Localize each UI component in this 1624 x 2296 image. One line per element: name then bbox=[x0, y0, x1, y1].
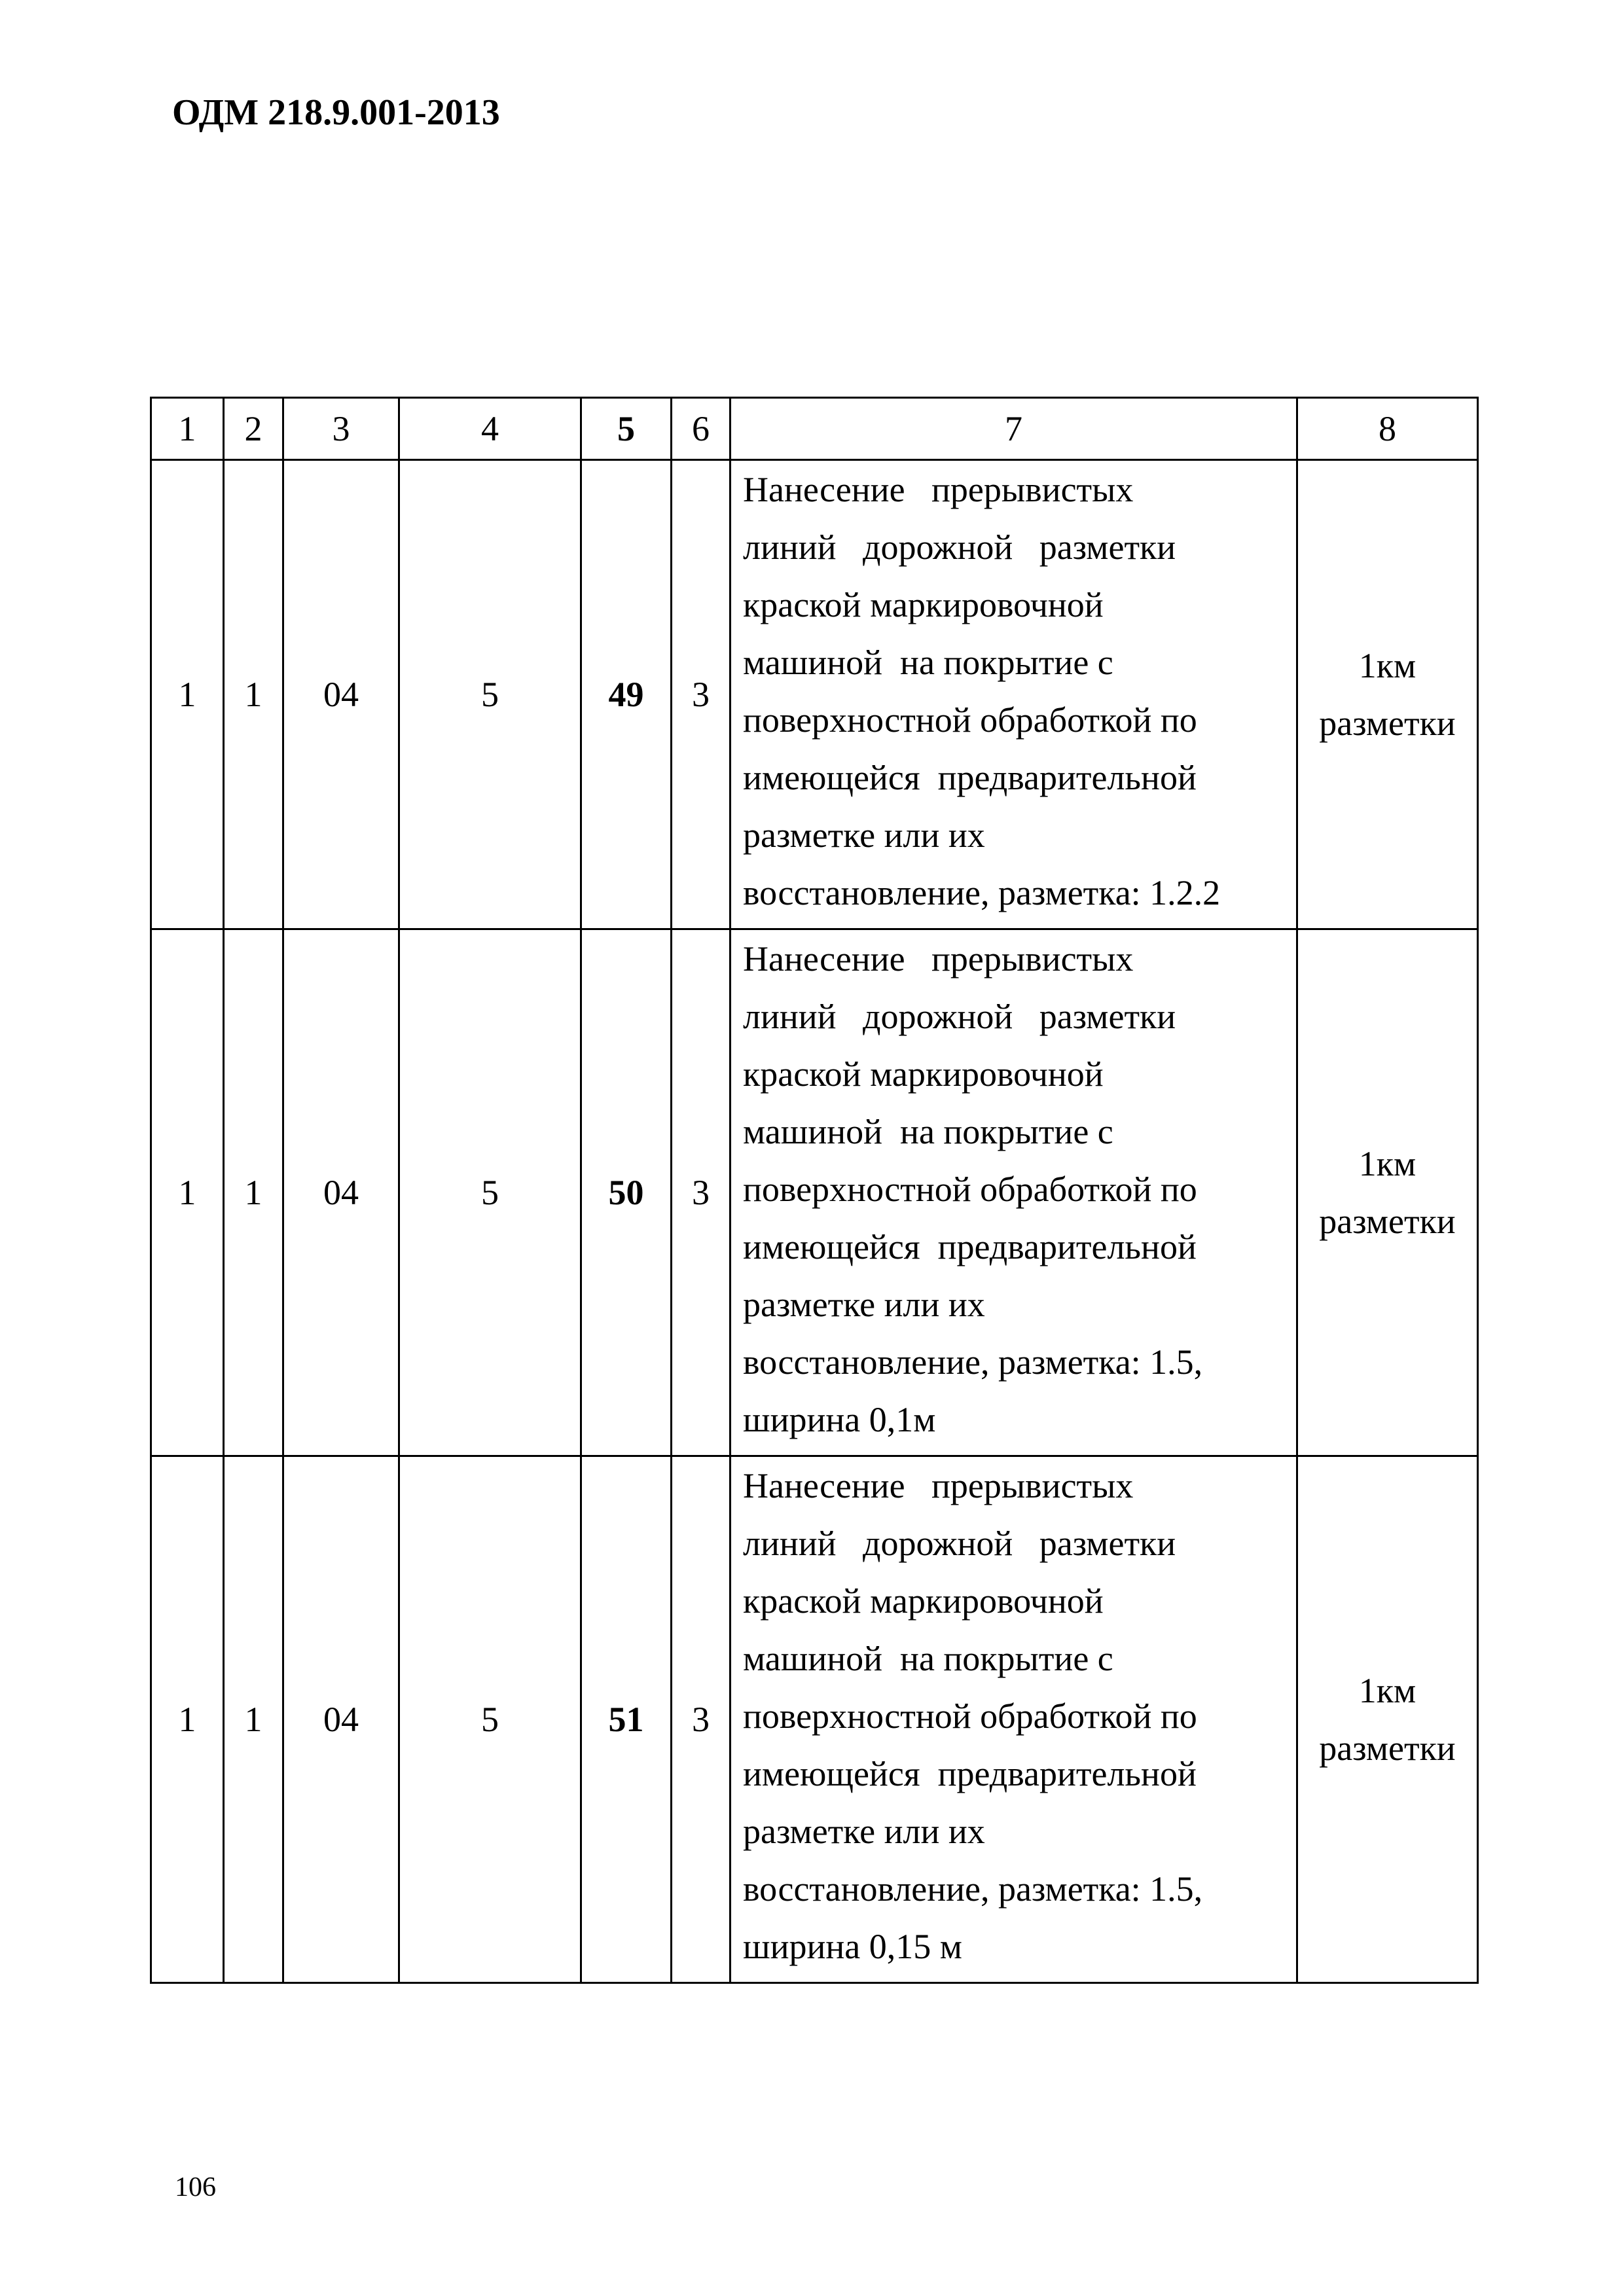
page-number: 106 bbox=[175, 2172, 216, 2202]
cell-c3: 04 bbox=[283, 460, 399, 929]
cell-c6: 3 bbox=[672, 1456, 731, 1983]
cell-c2: 1 bbox=[224, 460, 283, 929]
description-line: линий дорожной разметки bbox=[743, 528, 1176, 567]
unit-line: разметки bbox=[1319, 1202, 1456, 1241]
description-line: ширина 0,15 м bbox=[743, 1927, 962, 1966]
description-line: имеющейся предварительной bbox=[743, 1227, 1197, 1266]
description-line: ширина 0,1м bbox=[743, 1400, 936, 1439]
table-row bbox=[151, 929, 1478, 1456]
column-number: 8 bbox=[1297, 398, 1478, 460]
unit-of-measure bbox=[1297, 1456, 1478, 1983]
unit-line: разметки bbox=[1319, 704, 1456, 743]
column-number: 1 bbox=[151, 398, 224, 460]
column-number-row bbox=[151, 398, 1478, 460]
description-line: разметке или их bbox=[743, 1812, 985, 1851]
description-line: восстановление, разметка: 1.5, bbox=[743, 1342, 1203, 1382]
description-line: поверхностной обработкой по bbox=[743, 1170, 1197, 1209]
unit-line: разметки bbox=[1319, 1729, 1456, 1768]
column-number: 5 bbox=[581, 398, 672, 460]
description-line: поверхностной обработкой по bbox=[743, 700, 1197, 740]
cell-c1: 1 bbox=[151, 1456, 224, 1983]
description-line: машиной на покрытие с bbox=[743, 643, 1113, 682]
description-line: разметке или их bbox=[743, 1285, 985, 1324]
column-number: 4 bbox=[399, 398, 581, 460]
description-line: краской маркировочной bbox=[743, 585, 1104, 624]
cell-c1: 1 bbox=[151, 929, 224, 1456]
unit-of-measure bbox=[1297, 460, 1478, 929]
cell-c6: 3 bbox=[672, 460, 731, 929]
description-line: краской маркировочной bbox=[743, 1581, 1104, 1621]
cell-c6: 3 bbox=[672, 929, 731, 1456]
document-code: ОДМ 218.9.001-2013 bbox=[172, 92, 500, 133]
description-line: поверхностной обработкой по bbox=[743, 1696, 1197, 1736]
description-line: Нанесение прерывистых bbox=[743, 470, 1134, 509]
description-line: линий дорожной разметки bbox=[743, 997, 1176, 1036]
table-row bbox=[151, 460, 1478, 929]
description-line: машиной на покрытие с bbox=[743, 1639, 1113, 1678]
cell-c5: 51 bbox=[581, 1456, 672, 1983]
work-description bbox=[731, 929, 1297, 1456]
cell-c2: 1 bbox=[224, 1456, 283, 1983]
unit-of-measure bbox=[1297, 929, 1478, 1456]
description-line: Нанесение прерывистых bbox=[743, 1466, 1134, 1505]
cell-c3: 04 bbox=[283, 929, 399, 1456]
works-table bbox=[150, 397, 1479, 1984]
description-line: разметке или их bbox=[743, 816, 985, 855]
cell-c4: 5 bbox=[399, 929, 581, 1456]
table-row bbox=[151, 1456, 1478, 1983]
unit-line: 1км bbox=[1358, 646, 1416, 685]
cell-c5: 50 bbox=[581, 929, 672, 1456]
cell-c5: 49 bbox=[581, 460, 672, 929]
work-description bbox=[731, 460, 1297, 929]
column-number: 2 bbox=[224, 398, 283, 460]
cell-c1: 1 bbox=[151, 460, 224, 929]
description-line: имеющейся предварительной bbox=[743, 1754, 1197, 1793]
column-number: 3 bbox=[283, 398, 399, 460]
unit-line: 1км bbox=[1358, 1144, 1416, 1183]
description-line: Нанесение прерывистых bbox=[743, 939, 1134, 978]
column-number: 7 bbox=[731, 398, 1297, 460]
cell-c4: 5 bbox=[399, 1456, 581, 1983]
description-line: восстановление, разметка: 1.5, bbox=[743, 1869, 1203, 1909]
column-number: 6 bbox=[672, 398, 731, 460]
description-line: машиной на покрытие с bbox=[743, 1112, 1113, 1151]
unit-line: 1км bbox=[1358, 1671, 1416, 1710]
cell-c3: 04 bbox=[283, 1456, 399, 1983]
description-line: линий дорожной разметки bbox=[743, 1524, 1176, 1563]
description-line: краской маркировочной bbox=[743, 1054, 1104, 1094]
description-line: восстановление, разметка: 1.2.2 bbox=[743, 873, 1221, 912]
work-description bbox=[731, 1456, 1297, 1983]
description-line: имеющейся предварительной bbox=[743, 758, 1197, 797]
cell-c4: 5 bbox=[399, 460, 581, 929]
cell-c2: 1 bbox=[224, 929, 283, 1456]
